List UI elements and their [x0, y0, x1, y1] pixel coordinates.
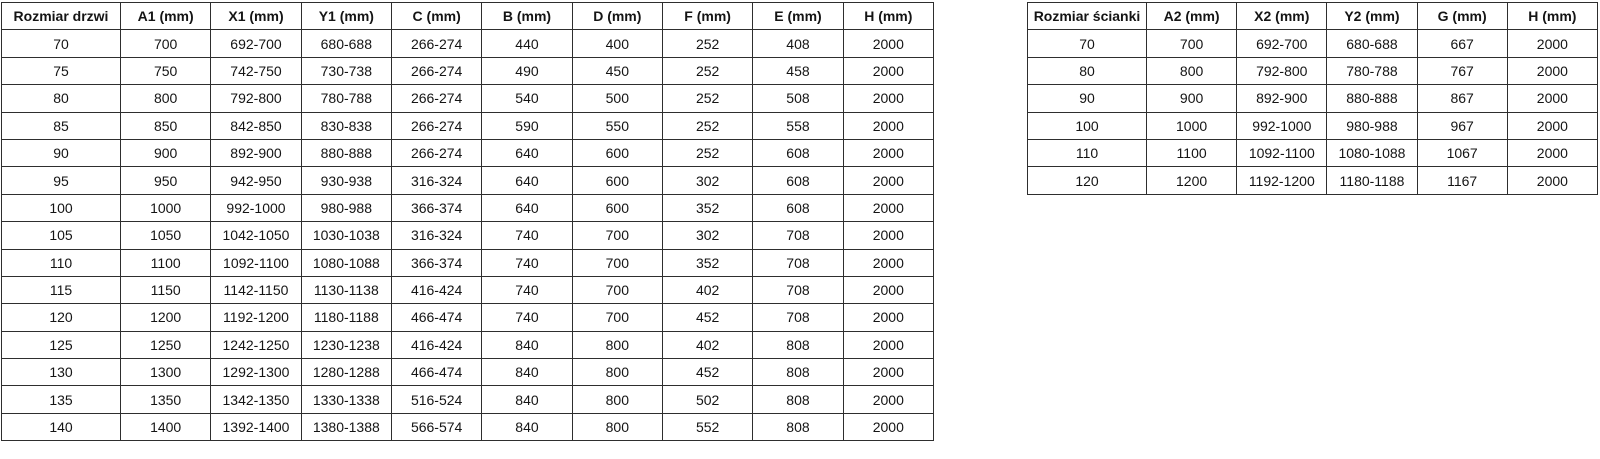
table-cell: 2000	[1507, 112, 1597, 139]
table-cell: 950	[121, 167, 211, 194]
table-cell: 366-374	[391, 249, 481, 276]
table-row	[2, 112, 934, 139]
table-cell: 130	[2, 359, 121, 386]
table-cell: 1392-1400	[211, 413, 301, 440]
table-cell: 408	[753, 30, 843, 57]
table-cell: 1330-1338	[301, 386, 391, 413]
table-cell: 1067	[1417, 139, 1507, 166]
table-cell: 1142-1150	[211, 276, 301, 303]
table-cell: 2000	[843, 85, 933, 112]
table-row	[2, 57, 934, 84]
table-cell: 992-1000	[211, 194, 301, 221]
table-cell: 2000	[843, 30, 933, 57]
table-cell: 680-688	[1327, 30, 1417, 57]
table-cell: 352	[662, 194, 752, 221]
table-cell: 600	[572, 167, 662, 194]
table-cell: 680-688	[301, 30, 391, 57]
table-cell: 2000	[843, 222, 933, 249]
table-cell: 120	[2, 304, 121, 331]
table-cell: 316-324	[391, 222, 481, 249]
table-cell: 1250	[121, 331, 211, 358]
table-cell: 842-850	[211, 112, 301, 139]
column-header: X2 (mm)	[1237, 3, 1327, 30]
table-cell: 135	[2, 386, 121, 413]
table-cell: 867	[1417, 85, 1507, 112]
table-cell: 266-274	[391, 57, 481, 84]
table-cell: 252	[662, 57, 752, 84]
table-row	[2, 85, 934, 112]
table-cell: 900	[121, 139, 211, 166]
header-row	[2, 3, 934, 30]
table-cell: 2000	[843, 331, 933, 358]
table-cell: 75	[2, 57, 121, 84]
table-cell: 252	[662, 112, 752, 139]
table-row	[2, 222, 934, 249]
table-cell: 266-274	[391, 139, 481, 166]
table-cell: 1300	[121, 359, 211, 386]
column-header: A2 (mm)	[1147, 3, 1237, 30]
table-cell: 1092-1100	[1237, 139, 1327, 166]
table-row	[1028, 167, 1598, 194]
table-cell: 90	[2, 139, 121, 166]
table-cell: 1080-1088	[301, 249, 391, 276]
table-cell: 2000	[1507, 139, 1597, 166]
table-cell: 640	[482, 139, 572, 166]
table-row	[1028, 30, 1598, 57]
table-cell: 700	[572, 304, 662, 331]
table-cell: 1380-1388	[301, 413, 391, 440]
table-cell: 600	[572, 194, 662, 221]
table-cell: 2000	[843, 112, 933, 139]
table-cell: 840	[482, 386, 572, 413]
table-cell: 840	[482, 331, 572, 358]
table-cell: 452	[662, 359, 752, 386]
wall-size-table	[1027, 2, 1598, 195]
table-cell: 416-424	[391, 276, 481, 303]
table-row	[1028, 112, 1598, 139]
table-cell: 800	[1147, 57, 1237, 84]
table-cell: 110	[2, 249, 121, 276]
table-cell: 780-788	[301, 85, 391, 112]
table-cell: 566-574	[391, 413, 481, 440]
table-cell: 692-700	[211, 30, 301, 57]
table-cell: 1200	[1147, 167, 1237, 194]
table-cell: 502	[662, 386, 752, 413]
table-cell: 2000	[843, 359, 933, 386]
table-cell: 316-324	[391, 167, 481, 194]
table-cell: 402	[662, 276, 752, 303]
table-cell: 1292-1300	[211, 359, 301, 386]
table-cell: 740	[482, 304, 572, 331]
table-cell: 2000	[1507, 85, 1597, 112]
table-cell: 70	[1028, 30, 1147, 57]
table-cell: 930-938	[301, 167, 391, 194]
table-cell: 880-888	[301, 139, 391, 166]
table-cell: 458	[753, 57, 843, 84]
table-cell: 992-1000	[1237, 112, 1327, 139]
table-row	[2, 276, 934, 303]
table-cell: 500	[572, 85, 662, 112]
table-cell: 1200	[121, 304, 211, 331]
table-cell: 120	[1028, 167, 1147, 194]
table-cell: 302	[662, 222, 752, 249]
table-row	[2, 30, 934, 57]
table-cell: 700	[572, 249, 662, 276]
table-cell: 1242-1250	[211, 331, 301, 358]
table-cell: 252	[662, 30, 752, 57]
table-cell: 1192-1200	[211, 304, 301, 331]
table-cell: 2000	[1507, 57, 1597, 84]
table-cell: 1000	[1147, 112, 1237, 139]
table-cell: 692-700	[1237, 30, 1327, 57]
table-cell: 85	[2, 112, 121, 139]
table-cell: 100	[2, 194, 121, 221]
table-cell: 105	[2, 222, 121, 249]
column-header: E (mm)	[753, 3, 843, 30]
table-cell: 742-750	[211, 57, 301, 84]
table-cell: 967	[1417, 112, 1507, 139]
table-cell: 608	[753, 167, 843, 194]
table-cell: 1230-1238	[301, 331, 391, 358]
table-cell: 840	[482, 413, 572, 440]
table-cell: 800	[572, 331, 662, 358]
table-row	[1028, 57, 1598, 84]
table-cell: 1192-1200	[1237, 167, 1327, 194]
table-cell: 808	[753, 359, 843, 386]
door-size-table	[1, 2, 934, 441]
table-cell: 400	[572, 30, 662, 57]
table-cell: 110	[1028, 139, 1147, 166]
column-header: Y1 (mm)	[301, 3, 391, 30]
table-cell: 2000	[843, 413, 933, 440]
table-cell: 700	[121, 30, 211, 57]
table-cell: 1000	[121, 194, 211, 221]
column-header: Rozmiar ścianki	[1028, 3, 1147, 30]
column-header: X1 (mm)	[211, 3, 301, 30]
table-row	[2, 167, 934, 194]
table-cell: 708	[753, 304, 843, 331]
table-cell: 466-474	[391, 304, 481, 331]
table-row	[2, 413, 934, 440]
table-cell: 266-274	[391, 30, 481, 57]
table-cell: 440	[482, 30, 572, 57]
table-cell: 2000	[843, 304, 933, 331]
table-cell: 266-274	[391, 85, 481, 112]
table-cell: 708	[753, 276, 843, 303]
table-cell: 780-788	[1327, 57, 1417, 84]
table-cell: 516-524	[391, 386, 481, 413]
table-cell: 2000	[843, 139, 933, 166]
table-row	[2, 359, 934, 386]
table-cell: 1100	[121, 249, 211, 276]
table-cell: 808	[753, 331, 843, 358]
table-cell: 115	[2, 276, 121, 303]
table-cell: 767	[1417, 57, 1507, 84]
table-cell: 1150	[121, 276, 211, 303]
table-cell: 552	[662, 413, 752, 440]
table-cell: 1080-1088	[1327, 139, 1417, 166]
table-cell: 730-738	[301, 57, 391, 84]
column-header: G (mm)	[1417, 3, 1507, 30]
table-cell: 640	[482, 167, 572, 194]
table-cell: 490	[482, 57, 572, 84]
table-row	[1028, 139, 1598, 166]
table-cell: 266-274	[391, 112, 481, 139]
table-cell: 1180-1188	[1327, 167, 1417, 194]
column-header: F (mm)	[662, 3, 752, 30]
table-cell: 1030-1038	[301, 222, 391, 249]
header-row	[1028, 3, 1598, 30]
table-cell: 2000	[843, 386, 933, 413]
table-cell: 1350	[121, 386, 211, 413]
table-cell: 140	[2, 413, 121, 440]
table-cell: 792-800	[1237, 57, 1327, 84]
column-header: B (mm)	[482, 3, 572, 30]
table-cell: 708	[753, 222, 843, 249]
table-cell: 900	[1147, 85, 1237, 112]
table-cell: 590	[482, 112, 572, 139]
table-cell: 700	[572, 276, 662, 303]
column-header: A1 (mm)	[121, 3, 211, 30]
table-cell: 800	[572, 413, 662, 440]
table-cell: 740	[482, 249, 572, 276]
table-cell: 800	[572, 359, 662, 386]
table-row	[2, 304, 934, 331]
table-cell: 608	[753, 194, 843, 221]
table-cell: 1280-1288	[301, 359, 391, 386]
table-cell: 2000	[843, 194, 933, 221]
table-cell: 1180-1188	[301, 304, 391, 331]
table-cell: 70	[2, 30, 121, 57]
table-cell: 800	[572, 386, 662, 413]
table-cell: 352	[662, 249, 752, 276]
table-cell: 850	[121, 112, 211, 139]
table-cell: 252	[662, 85, 752, 112]
table-cell: 2000	[843, 276, 933, 303]
table-cell: 80	[2, 85, 121, 112]
table-row	[2, 331, 934, 358]
table-cell: 840	[482, 359, 572, 386]
table-cell: 558	[753, 112, 843, 139]
table-cell: 90	[1028, 85, 1147, 112]
table-cell: 667	[1417, 30, 1507, 57]
table-cell: 466-474	[391, 359, 481, 386]
table-cell: 450	[572, 57, 662, 84]
table-row	[2, 194, 934, 221]
table-cell: 540	[482, 85, 572, 112]
table-cell: 1400	[121, 413, 211, 440]
table-cell: 708	[753, 249, 843, 276]
table-cell: 452	[662, 304, 752, 331]
table-cell: 252	[662, 139, 752, 166]
table-cell: 600	[572, 139, 662, 166]
table-cell: 550	[572, 112, 662, 139]
table-cell: 892-900	[1237, 85, 1327, 112]
table-cell: 402	[662, 331, 752, 358]
table-cell: 1130-1138	[301, 276, 391, 303]
table-cell: 750	[121, 57, 211, 84]
table-cell: 942-950	[211, 167, 301, 194]
table-cell: 416-424	[391, 331, 481, 358]
table-cell: 1042-1050	[211, 222, 301, 249]
table-cell: 740	[482, 222, 572, 249]
table-cell: 800	[121, 85, 211, 112]
table-cell: 508	[753, 85, 843, 112]
column-header: D (mm)	[572, 3, 662, 30]
table-cell: 1167	[1417, 167, 1507, 194]
table-cell: 2000	[843, 249, 933, 276]
table-cell: 2000	[843, 57, 933, 84]
table-cell: 2000	[843, 167, 933, 194]
column-header: Rozmiar drzwi	[2, 3, 121, 30]
table-row	[2, 249, 934, 276]
table-cell: 792-800	[211, 85, 301, 112]
table-cell: 892-900	[211, 139, 301, 166]
table-cell: 980-988	[1327, 112, 1417, 139]
table-row	[2, 386, 934, 413]
column-header: H (mm)	[1507, 3, 1597, 30]
column-header: H (mm)	[843, 3, 933, 30]
table-cell: 366-374	[391, 194, 481, 221]
column-header: C (mm)	[391, 3, 481, 30]
table-cell: 640	[482, 194, 572, 221]
table-cell: 302	[662, 167, 752, 194]
table-cell: 608	[753, 139, 843, 166]
table-cell: 125	[2, 331, 121, 358]
table-cell: 808	[753, 413, 843, 440]
table-cell: 808	[753, 386, 843, 413]
table-cell: 2000	[1507, 30, 1597, 57]
table-row	[1028, 85, 1598, 112]
table-cell: 1092-1100	[211, 249, 301, 276]
table-cell: 830-838	[301, 112, 391, 139]
table-cell: 1050	[121, 222, 211, 249]
table-cell: 880-888	[1327, 85, 1417, 112]
table-cell: 700	[1147, 30, 1237, 57]
table-cell: 95	[2, 167, 121, 194]
column-header: Y2 (mm)	[1327, 3, 1417, 30]
table-cell: 2000	[1507, 167, 1597, 194]
table-cell: 80	[1028, 57, 1147, 84]
table-cell: 1100	[1147, 139, 1237, 166]
table-cell: 740	[482, 276, 572, 303]
table-cell: 700	[572, 222, 662, 249]
table-cell: 100	[1028, 112, 1147, 139]
table-row	[2, 139, 934, 166]
table-cell: 980-988	[301, 194, 391, 221]
table-cell: 1342-1350	[211, 386, 301, 413]
